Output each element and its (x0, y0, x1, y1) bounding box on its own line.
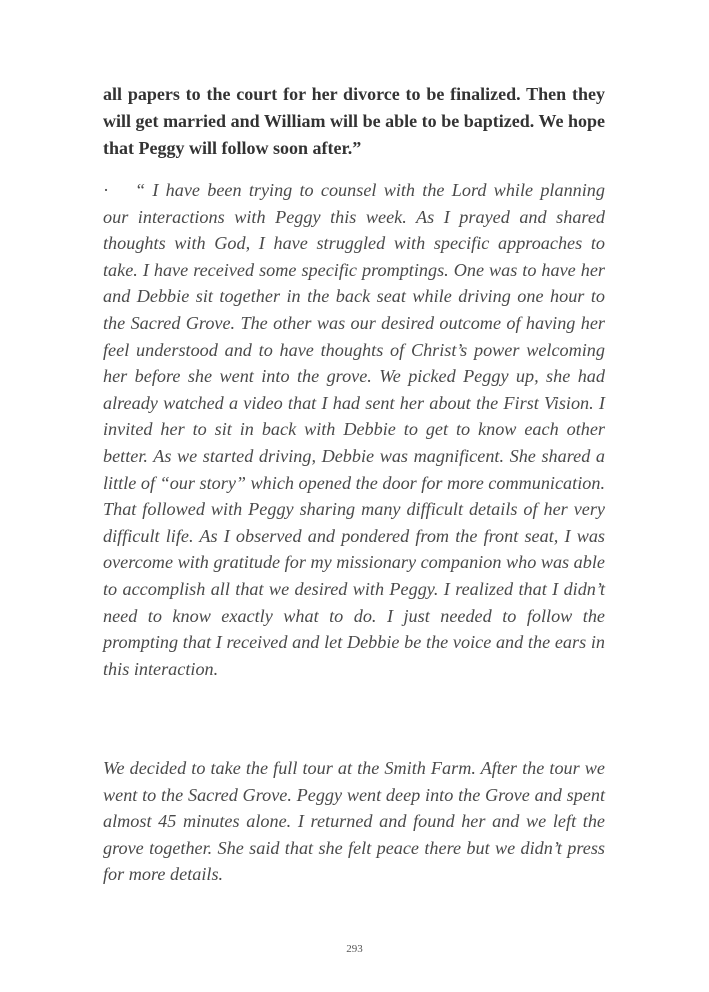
page-number: 293 (346, 943, 363, 955)
quote-text: “ I have been trying to counsel with the Lord while planning our interactions with Peggy this week. As I prayed and shared thoughts with God, I have struggled with specific approaches to take. I have received some specific promptings. One was to have her and Debbie sit together in the back seat while driving one hour to the Sacred Grove. The other was our desired outcome of having her feel understood and to have thoughts of Christ’s power welcoming her before she went into the grove. We picked Peggy up, she had already watched a video that I had sent her about the First Vision. I invited her to sit in back with Debbie to get to know each other better. As we started driving, Debbie was magnificent. She shared a little of “our story” which opened the door for more communication. That followed with Peggy sharing many difficult details of her very difficult life. As I observed and pondered from the front seat, I was overcome with gratitude for my missionary companion who was able to accomplish all that we desired with Peggy. I realized that I didn’t need to know exactly what to do. I just needed to follow the prompting that I received and let Debbie be the voice and the ears in this interaction. (103, 180, 605, 679)
continuation-paragraph: all papers to the court for her divorce to be finalized. Then they will get married and William will be able to be baptized. We hope that Peggy will follow soon after.” (103, 84, 605, 158)
bullet-marker: · (103, 180, 110, 200)
quote-paragraph (103, 177, 605, 682)
final-paragraph: We decided to take the full tour at the Smith Farm. After the tour we went to the Sacred Grove. Peggy went deep into the Grove and spent almost 45 minutes alone. I returned and found her and we left the grove together. She said that she felt peace there but we didn’t press for more details. (103, 758, 605, 885)
